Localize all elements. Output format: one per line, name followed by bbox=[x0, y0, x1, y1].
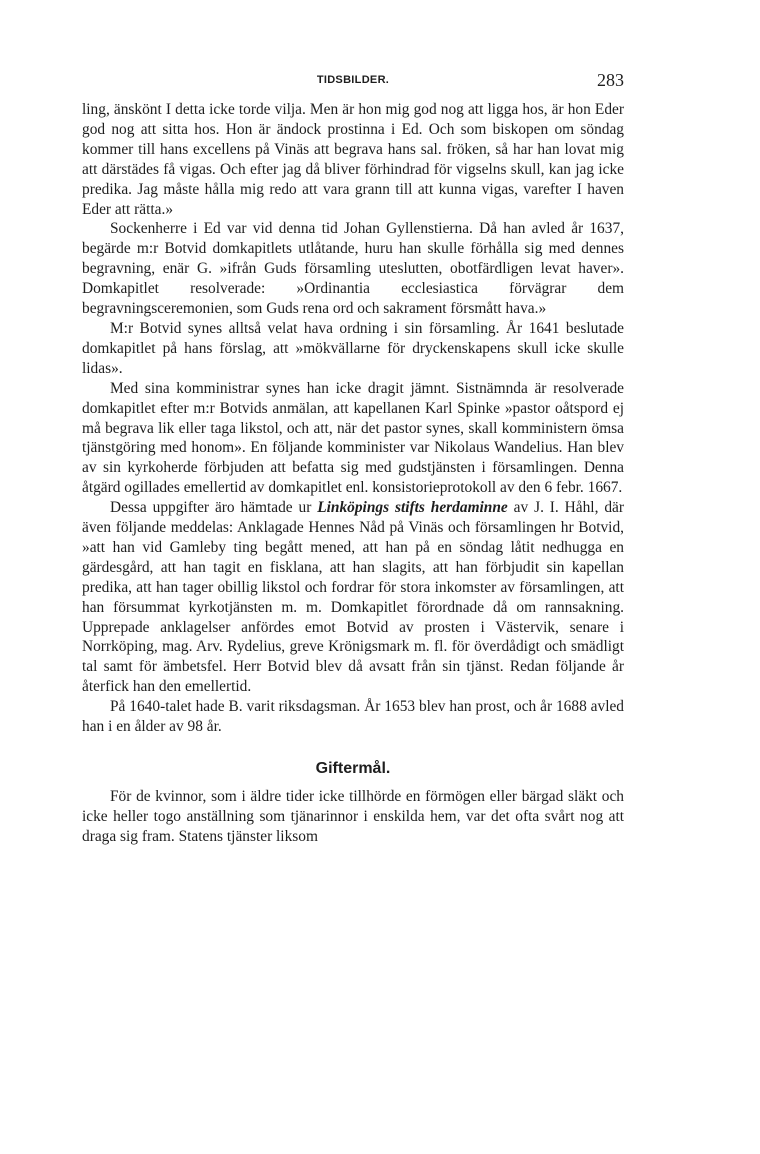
book-title: Linköpings stifts herdaminne bbox=[317, 499, 508, 517]
paragraph-giftermal: För de kvinnor, som i äldre tider icke tillhörde en förmögen eller bärgad släkt och icke heller togo anställning som tjänarinnor i enskilda hem, var det ofta svårt nog att draga sig fram. Statens tjänster liksom bbox=[82, 787, 624, 845]
paragraph-herdaminne-before: Dessa uppgifter äro hämtade ur bbox=[110, 499, 318, 517]
paragraph-continuation: ling, änskönt I detta icke torde vilja. Men är hon mig god nog att ligga hos, är hon Eder god nog att sitta hos. Hon är ändock prostinna i Ed. Och som biskopen om söndag kommer till hans excellens på Vinäs att begrava hans sal. fröken, så har han lovat mig att därstädes få vigas. Och efter jag då bliver förhindrad för vigselns skull, kan jag icke predika. Jag måste hålla mig redo att vara grann till att kunna vigas, varefter I haven Eder att rätta.» bbox=[82, 101, 624, 218]
paragraph-herdaminne bbox=[82, 498, 624, 697]
page-header bbox=[82, 70, 624, 94]
section-heading: Giftermål. bbox=[315, 760, 391, 777]
paragraph-gyllenstierna: Sockenherre i Ed var vid denna tid Johan Gyllenstierna. Då han avled år 1637, begärde m:r Botvid domkapitlets utlåtande, huru han skulle förhålla sig med dennes begravning, enär G. »ifrån Guds församling uteslutten, obotfärdligen levat haver». Domkapitlet resolverade: »Ordinantia ecclesiastica förvägrar dem begravningsceremonien, som Guds rena ord och sakrament försmått hava.» bbox=[82, 220, 624, 318]
paragraph-ordning: M:r Botvid synes alltså velat hava ordning i sin församling. År 1641 beslutade domkapitlet på hans förslag, att »mökvällarne för dryckenskapens skull icke skulle lidas». bbox=[82, 319, 624, 377]
paragraph-riksdagsman: På 1640-talet hade B. varit riksdagsman. År 1653 blev han prost, och år 1688 avled han i en ålder av 98 år. bbox=[82, 698, 624, 736]
running-head: TIDSBILDER. bbox=[316, 74, 390, 86]
page-number: 283 bbox=[597, 70, 624, 90]
body-text bbox=[82, 100, 624, 847]
paragraph-herdaminne-after: av J. I. Håhl, där även följande meddelas: Anklagade Hennes Nåd på Vinäs och församlingen hr Botvid, »att han vid Gamleby ting begått mened, att han på en söndag låtit nedhugga en gärdesgård, att han tagit en fisklana, att han slagits, att han förbjudit sin kapellan predika, att han tager obillig likstol och fordrar för stora inkomster av församlingen, att han försummat kyrkotjänsten m. m. Domkapitlet förordnade då om rannsakning. Upprepade anklagelser anfördes emot Botvid av prosten i Västervik, senare i Norrköping, mag. Arv. Rydelius, greve Krönigsmark m. fl. för överdådigt och smädligt tal samt för ämbetsfel. Herr Botvid blev då avsatt från sin tjänst. Redan följande år återfick han den emellertid. bbox=[82, 499, 624, 696]
paragraph-komministrar: Med sina komministrar synes han icke dragit jämnt. Sistnämnda är resolverade domkapitlet efter m:r Botvids anmälan, att kapellanen Karl Spinke »pastor oåtspord ej må begrava lik eller taga likstol, och att, när det pastor synes, skall komministern ömsa tjänstgöring med honom». En följande komminister var Nikolaus Wandelius. Han blev av sin kyrkoherde förbjuden att befatta sig med gudstjänsten i församlingen. Denna åtgärd ogillades emellertid av domkapitlet enl. konsistorieprotokoll av den 6 febr. 1667. bbox=[82, 379, 624, 497]
